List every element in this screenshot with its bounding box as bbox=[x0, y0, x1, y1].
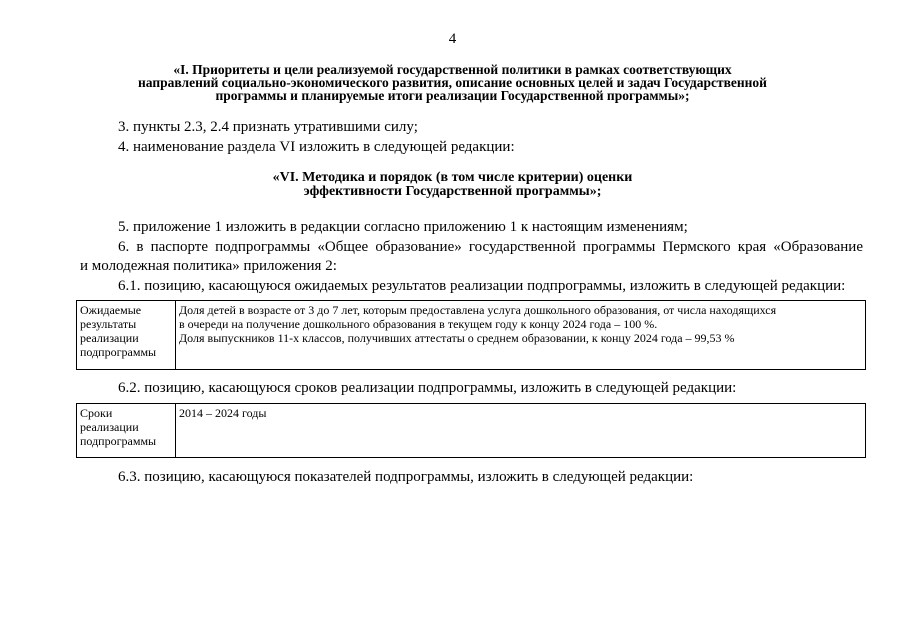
table-content-cell bbox=[176, 404, 866, 458]
table-row bbox=[77, 404, 866, 458]
table-row bbox=[77, 301, 866, 370]
heading-line: программы и планируемые итоги реализации Государственной программы»; bbox=[215, 88, 690, 103]
label-line: подпрограммы bbox=[80, 434, 157, 448]
label-line: реализации bbox=[80, 420, 139, 434]
section-6-heading bbox=[0, 171, 905, 199]
item-6-line-1: 6. в паспорте подпрограммы «Общее образование» государственной программы Пермского края «Образование bbox=[118, 239, 863, 255]
content-line: Доля выпускников 11-х классов, получивших аттестаты о среднем образовании, к концу 2024 года – 99,53 % bbox=[179, 331, 735, 345]
item-6-1-paragraph: 6.1. позицию, касающуюся ожидаемых результатов реализации подпрограммы, изложить в следующей редакции: bbox=[118, 278, 846, 294]
table-label-cell bbox=[77, 404, 176, 458]
label-line: реализации bbox=[80, 331, 139, 345]
label-line: Сроки bbox=[80, 406, 113, 420]
heading-line: «VI. Методика и порядок (в том числе критерии) оценки bbox=[272, 170, 633, 185]
timeline-table bbox=[76, 403, 866, 458]
content-line: 2014 – 2024 годы bbox=[179, 406, 267, 420]
heading-line: «I. Приоритеты и цели реализуемой государственной политики в рамках соответствующих bbox=[173, 62, 732, 77]
item-4-paragraph: 4. наименование раздела VI изложить в следующей редакции: bbox=[118, 139, 515, 155]
item-6-line-2: и молодежная политика» приложения 2: bbox=[80, 258, 337, 274]
table-content-cell bbox=[176, 301, 866, 370]
page-number: 4 bbox=[448, 31, 457, 47]
label-line: Ожидаемые bbox=[80, 303, 142, 317]
item-5-paragraph: 5. приложение 1 изложить в редакции согласно приложению 1 к настоящим изменениям; bbox=[118, 219, 688, 235]
heading-line: эффективности Государственной программы»; bbox=[303, 184, 602, 199]
item-6-2-paragraph: 6.2. позицию, касающуюся сроков реализации подпрограммы, изложить в следующей редакции: bbox=[118, 380, 737, 396]
item-6-3-paragraph: 6.3. позицию, касающуюся показателей подпрограммы, изложить в следующей редакции: bbox=[118, 469, 694, 485]
section-1-heading bbox=[0, 63, 905, 102]
label-line: подпрограммы bbox=[80, 345, 157, 359]
content-line: Доля детей в возрасте от 3 до 7 лет, которым предоставлена услуга дошкольного образования, от числа находящихся bbox=[179, 303, 777, 317]
heading-line: направлений социально-экономического развития, описание основных целей и задач Государственной bbox=[138, 75, 767, 90]
content-line: в очереди на получение дошкольного образования в текущем году к концу 2024 года – 100 %. bbox=[179, 317, 658, 331]
expected-results-table bbox=[76, 300, 866, 370]
label-line: результаты bbox=[80, 317, 137, 331]
table-label-cell bbox=[77, 301, 176, 370]
item-3-paragraph: 3. пункты 2.3, 2.4 признать утратившими силу; bbox=[118, 119, 418, 135]
